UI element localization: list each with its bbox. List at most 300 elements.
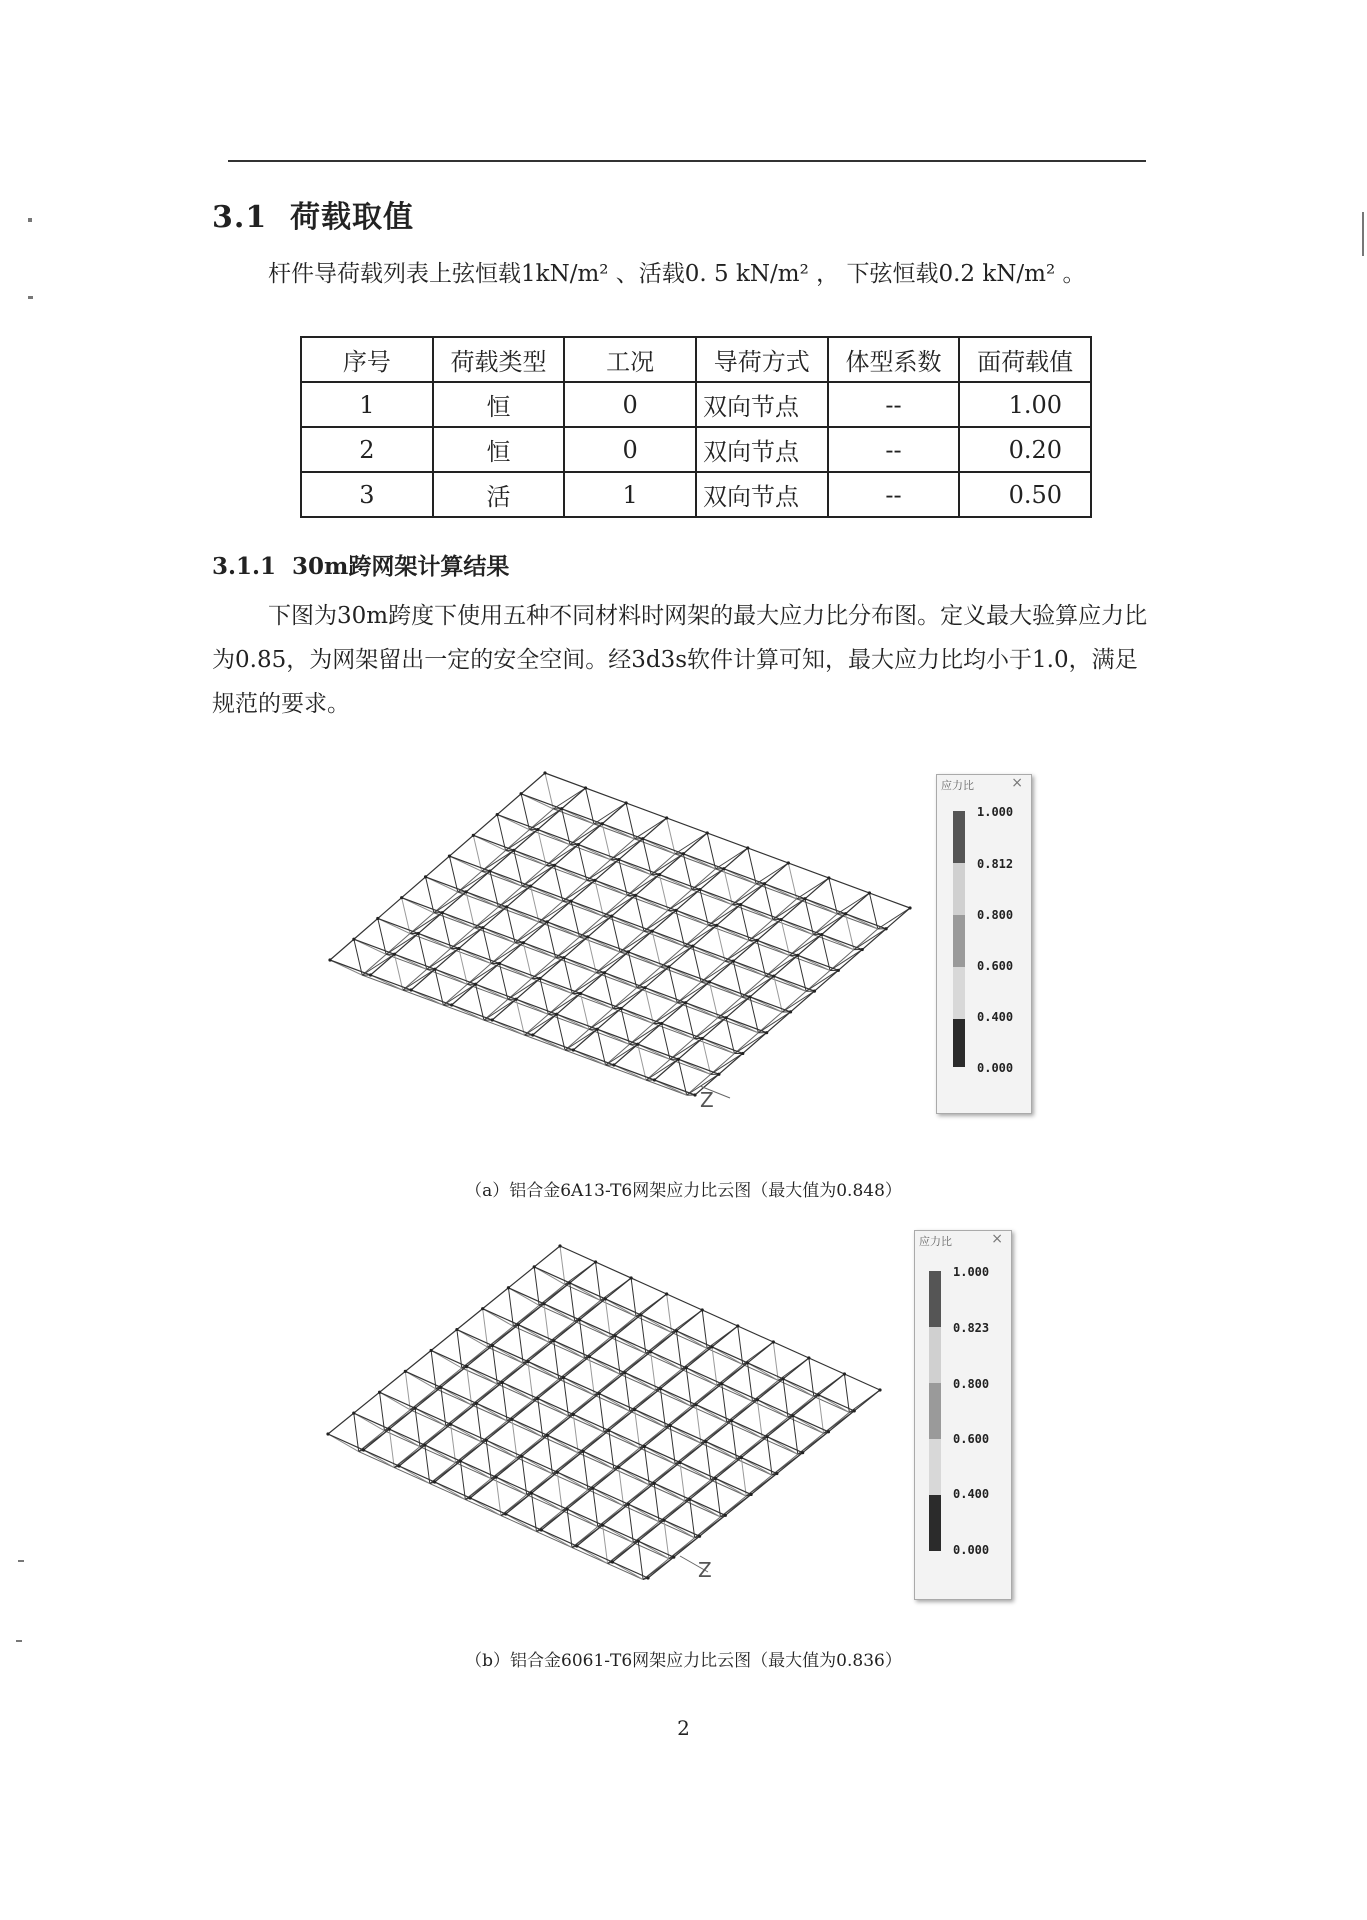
truss-member (596, 952, 628, 973)
truss-node (441, 911, 444, 914)
scan-speck (28, 218, 32, 222)
truss-node (698, 1535, 701, 1538)
truss-member (536, 1532, 572, 1548)
truss-node (540, 1528, 543, 1531)
truss-node (448, 855, 451, 858)
table-header: 体型系数 (828, 337, 960, 382)
truss-node (669, 1424, 672, 1427)
truss-node (481, 1307, 484, 1310)
truss-node (611, 1560, 614, 1563)
truss-node (369, 973, 372, 976)
truss-node (617, 1466, 620, 1469)
table-cell: 3 (301, 472, 433, 517)
truss-node (694, 1403, 697, 1406)
color-band (953, 1019, 965, 1067)
truss-member (467, 963, 499, 984)
truss-member (482, 850, 514, 871)
truss-member (613, 988, 645, 1009)
legend-level: 0.823 (953, 1321, 990, 1335)
truss-member (854, 929, 886, 950)
truss-member (606, 1044, 638, 1065)
truss-member (572, 973, 604, 994)
color-band (929, 1439, 941, 1495)
truss-node (722, 867, 725, 870)
truss-node (693, 1093, 696, 1096)
truss-member (670, 1038, 702, 1059)
color-band (929, 1327, 941, 1383)
truss-member (608, 1564, 644, 1580)
truss-node (439, 1386, 442, 1389)
truss-member (572, 1548, 608, 1564)
truss-node (326, 1432, 329, 1435)
truss-member (725, 940, 757, 961)
truss-node (556, 1471, 559, 1474)
truss-member (508, 978, 540, 999)
stress-ratio-legend-a (936, 774, 1032, 1114)
truss-member (734, 1033, 766, 1054)
truss-node (400, 896, 403, 899)
truss-member (732, 884, 764, 905)
truss-node (610, 915, 613, 918)
truss-node (715, 924, 718, 927)
truss-node (352, 1412, 355, 1415)
truss-node (625, 801, 628, 804)
figure-caption-b: （b）铝合金6061-T6网架应力比云图（最大值为0.836） (465, 1651, 902, 1671)
truss-member (563, 880, 595, 901)
truss-node (746, 1361, 749, 1364)
truss-node (740, 1456, 743, 1459)
truss-node (807, 1356, 810, 1359)
truss-member (611, 839, 643, 860)
table-cell: -- (828, 472, 960, 517)
table-row (301, 472, 1091, 517)
truss-member (524, 1035, 565, 1050)
truss-member (758, 1012, 790, 1033)
legend-level: 1.000 (977, 805, 1014, 819)
truss-node (627, 1503, 630, 1506)
truss-member (394, 1468, 430, 1484)
truss-node (352, 938, 355, 941)
figure-caption-a: （a）铝合金6A13-T6网架应力比云图（最大值为0.848） (465, 1181, 902, 1201)
truss-node (560, 807, 563, 810)
truss-node (660, 1022, 663, 1025)
table-cell: -- (828, 382, 960, 427)
truss-member (556, 937, 588, 958)
truss-node (542, 1302, 545, 1305)
truss-node (491, 1344, 494, 1347)
truss-member (426, 877, 791, 1012)
truss-member (627, 875, 659, 896)
truss-node (522, 941, 525, 944)
truss-member (410, 913, 442, 934)
truss-member (677, 982, 709, 1003)
truss-member (718, 997, 750, 1018)
truss-node (404, 1370, 407, 1373)
truss-member (491, 943, 523, 964)
truss-member (378, 918, 743, 1053)
truss-member (362, 975, 403, 990)
table-cell: 双向节点 (696, 427, 828, 472)
z-axis-label: Z (700, 1088, 714, 1112)
legend-title: 应力比 (941, 779, 974, 792)
truss-node (634, 894, 637, 897)
table-cell: -- (828, 427, 960, 472)
truss-member (443, 1005, 484, 1020)
section-title: 荷载取值 (290, 200, 414, 235)
truss-member (402, 898, 767, 1033)
truss-node (515, 998, 518, 1001)
truss-node (878, 1388, 881, 1391)
truss-member (651, 854, 683, 875)
truss-node (801, 1451, 804, 1454)
truss-member (539, 901, 571, 922)
truss-member (451, 928, 483, 949)
truss-member (587, 860, 619, 881)
truss-node (677, 1058, 680, 1061)
truss-node (791, 1414, 794, 1417)
truss-member (570, 824, 602, 845)
truss-node (637, 1540, 640, 1543)
truss-node (724, 1514, 727, 1517)
truss-node (796, 954, 799, 957)
truss-node (457, 947, 460, 950)
truss-node (789, 1010, 792, 1013)
truss-node (651, 930, 654, 933)
truss-node (417, 932, 420, 935)
truss-node (543, 771, 546, 774)
truss-node (678, 1461, 681, 1464)
truss-member (362, 954, 394, 975)
color-band (929, 1495, 941, 1551)
truss-node (780, 918, 783, 921)
table-header: 序号 (301, 337, 433, 382)
truss-member (579, 916, 611, 937)
color-band (929, 1383, 941, 1439)
truss-node (517, 1323, 520, 1326)
truss-node (472, 834, 475, 837)
truss-node (772, 975, 775, 978)
truss-node (688, 1498, 691, 1501)
truss-node (604, 1297, 607, 1300)
truss-member (637, 967, 669, 988)
truss-node (620, 1007, 623, 1010)
truss-node (465, 1365, 468, 1368)
truss-node (704, 1440, 707, 1443)
truss-node (538, 977, 541, 980)
truss-member (553, 788, 585, 809)
truss-node (612, 1063, 615, 1066)
truss-node (328, 958, 331, 961)
truss-node (844, 912, 847, 915)
truss-member (521, 794, 886, 929)
truss-member (614, 878, 829, 1065)
truss-member (711, 1053, 743, 1074)
legend-level: 0.600 (977, 959, 1014, 973)
truss-member (501, 1516, 537, 1532)
truss-member (449, 856, 814, 991)
truss-node (706, 831, 709, 834)
table-cell: 0 (564, 427, 696, 472)
legend-level: 0.600 (953, 1432, 990, 1446)
table-cell: 1.00 (959, 382, 1091, 427)
intro-paragraph: 杆件导荷载列表上弦恒载1kN/m² 、活载0. 5 kN/m² ， 下弦恒载0.2 kN/m² 。 (268, 261, 1086, 287)
truss-node (643, 986, 646, 989)
truss-node (684, 1001, 687, 1004)
truss-node (566, 1508, 569, 1511)
truss-node (665, 816, 668, 819)
truss-node (633, 1408, 636, 1411)
truss-node (529, 885, 532, 888)
color-band (929, 1271, 941, 1327)
truss-member (634, 818, 666, 839)
table-header: 面荷载值 (959, 337, 1091, 382)
legend-level: 0.000 (953, 1543, 990, 1557)
truss-model-figure-b (320, 1236, 940, 1606)
truss-node (641, 837, 644, 840)
close-icon[interactable]: × (1011, 775, 1023, 791)
truss-node (607, 1429, 610, 1432)
table-cell: 2 (301, 427, 433, 472)
truss-node (531, 1033, 534, 1036)
truss-node (843, 1372, 846, 1375)
truss-node (675, 1329, 678, 1332)
truss-node (601, 1524, 604, 1527)
table-cell: 双向节点 (696, 472, 828, 517)
scan-speck (18, 1560, 24, 1562)
truss-node (485, 1439, 488, 1442)
truss-node (553, 864, 556, 867)
truss-node (433, 1480, 436, 1483)
truss-member (430, 1484, 466, 1500)
truss-node (643, 1445, 646, 1448)
truss-node (552, 1339, 555, 1342)
truss-node (763, 882, 766, 885)
truss-node (630, 1276, 633, 1279)
truss-member (756, 863, 788, 884)
truss-member (830, 950, 862, 971)
close-icon[interactable]: × (991, 1231, 1003, 1247)
color-scale-bar (953, 811, 965, 1067)
truss-node (579, 992, 582, 995)
truss-node (675, 909, 678, 912)
truss-node (582, 1450, 585, 1453)
truss-node (558, 1244, 561, 1247)
color-band (953, 863, 965, 915)
truss-member (565, 1050, 606, 1065)
truss-node (820, 933, 823, 936)
page-number: 2 (677, 1716, 690, 1740)
table-header: 导荷方式 (696, 337, 828, 382)
truss-node (636, 1043, 639, 1046)
truss-node (750, 1493, 753, 1496)
truss-node (588, 1355, 591, 1358)
table-cell: 双向节点 (696, 382, 828, 427)
truss-node (501, 1381, 504, 1384)
truss-node (546, 920, 549, 923)
truss-node (536, 828, 539, 831)
truss-node (591, 1487, 594, 1490)
truss-node (459, 1460, 462, 1463)
legend-level: 0.812 (977, 857, 1014, 871)
truss-member (546, 845, 578, 866)
truss-member (522, 865, 554, 886)
truss-node (682, 852, 685, 855)
truss-member (644, 910, 676, 931)
truss-node (775, 1472, 778, 1475)
truss-node (603, 971, 606, 974)
truss-node (837, 969, 840, 972)
truss-node (526, 1360, 529, 1363)
truss-node (717, 1073, 720, 1076)
truss-node (496, 813, 499, 816)
truss-node (665, 1292, 668, 1295)
table-row (301, 427, 1091, 472)
truss-node (388, 1428, 391, 1431)
table-header: 荷载类型 (433, 337, 565, 382)
truss-member (782, 991, 814, 1012)
truss-node (393, 953, 396, 956)
truss-node (586, 935, 589, 938)
truss-member (661, 946, 693, 967)
table-cell: 1 (301, 382, 433, 427)
truss-node (662, 1519, 665, 1522)
truss-member (695, 908, 910, 1095)
color-band (953, 967, 965, 1019)
truss-node (748, 995, 751, 998)
truss-member (708, 905, 740, 926)
truss-node (465, 890, 468, 893)
truss-node (423, 1444, 426, 1447)
truss-node (376, 917, 379, 920)
truss-member (692, 869, 724, 890)
truss-node (659, 1387, 662, 1390)
truss-member (529, 809, 561, 830)
truss-member (806, 970, 838, 991)
truss-node (530, 1492, 533, 1495)
table-cell: 恒 (433, 427, 565, 472)
color-scale-bar (929, 1271, 941, 1551)
scan-speck (28, 296, 33, 299)
truss-node (627, 950, 630, 953)
truss-member (701, 961, 733, 982)
truss-node (714, 1477, 717, 1480)
truss-node (772, 1340, 775, 1343)
legend-level: 0.000 (977, 1061, 1014, 1075)
legend-level: 0.800 (953, 1377, 990, 1391)
truss-node (498, 962, 501, 965)
scan-edge (1362, 212, 1364, 256)
truss-member (506, 830, 538, 851)
truss-node (414, 1407, 417, 1410)
truss-node (520, 792, 523, 795)
truss-node (474, 983, 477, 986)
truss-node (672, 1556, 675, 1559)
truss-node (575, 1544, 578, 1547)
truss-member (646, 1080, 687, 1095)
truss-member (443, 984, 475, 1005)
truss-node (885, 927, 888, 930)
body-paragraph: 下图为30m跨度下使用五种不同材料时网架的最大应力比分布图。定义最大验算应力比为0.85，为网架留出一定的安全空间。经3d3s软件计算可知，最大应力比均小于1.0，满足规范的要求。 (212, 603, 1148, 717)
truss-node (469, 1496, 472, 1499)
truss-node (739, 903, 742, 906)
truss-member (458, 871, 490, 892)
truss-node (562, 956, 565, 959)
truss-node (649, 1350, 652, 1353)
truss-member (484, 999, 516, 1020)
truss-node (533, 1265, 536, 1268)
truss-member (386, 933, 418, 954)
truss-member (684, 925, 716, 946)
legend-level: 0.800 (977, 908, 1014, 922)
truss-node (481, 926, 484, 929)
truss-member (668, 890, 700, 911)
truss-node (653, 1078, 656, 1081)
truss-node (430, 1349, 433, 1352)
truss-node (908, 906, 911, 909)
legend-level: 0.400 (977, 1010, 1014, 1024)
load-table (300, 336, 1092, 518)
truss-node (555, 1013, 558, 1016)
truss-member (565, 1029, 597, 1050)
truss-node (601, 822, 604, 825)
truss-node (646, 1576, 649, 1579)
truss-node (853, 1409, 856, 1412)
truss-node (827, 1430, 830, 1433)
truss-member (473, 835, 838, 970)
truss-member (359, 1452, 395, 1468)
truss-node (504, 1512, 507, 1515)
truss-node (593, 879, 596, 882)
truss-node (701, 1308, 704, 1311)
truss-node (756, 939, 759, 942)
truss-member (646, 1059, 678, 1080)
truss-node (598, 1392, 601, 1395)
truss-member (797, 878, 829, 899)
truss-node (507, 1286, 510, 1289)
legend-level: 1.000 (953, 1265, 990, 1279)
table-cell: 1 (564, 472, 696, 517)
truss-node (658, 873, 661, 876)
truss-node (746, 846, 749, 849)
truss-node (594, 1260, 597, 1263)
subsection-number: 3.1.1 (212, 553, 277, 580)
truss-member (497, 815, 862, 950)
truss-node (410, 988, 413, 991)
truss-node (827, 876, 830, 879)
table-cell: 0.20 (959, 427, 1091, 472)
truss-member (773, 899, 805, 920)
truss-node (488, 870, 491, 873)
truss-member (813, 914, 845, 935)
truss-node (741, 1052, 744, 1055)
truss-member (465, 1500, 501, 1516)
truss-member (878, 908, 910, 929)
truss-member (434, 892, 466, 913)
truss-node (450, 1003, 453, 1006)
truss-member (484, 1020, 525, 1035)
truss-member (403, 990, 444, 1005)
truss-node (817, 1393, 820, 1396)
legend-level: 0.400 (953, 1487, 990, 1501)
truss-member (515, 922, 547, 943)
truss-member (403, 969, 435, 990)
truss-node (708, 980, 711, 983)
truss-node (653, 1482, 656, 1485)
truss-node (765, 1031, 768, 1034)
truss-node (570, 900, 573, 903)
truss-node (378, 1391, 381, 1394)
truss-member (594, 803, 626, 824)
